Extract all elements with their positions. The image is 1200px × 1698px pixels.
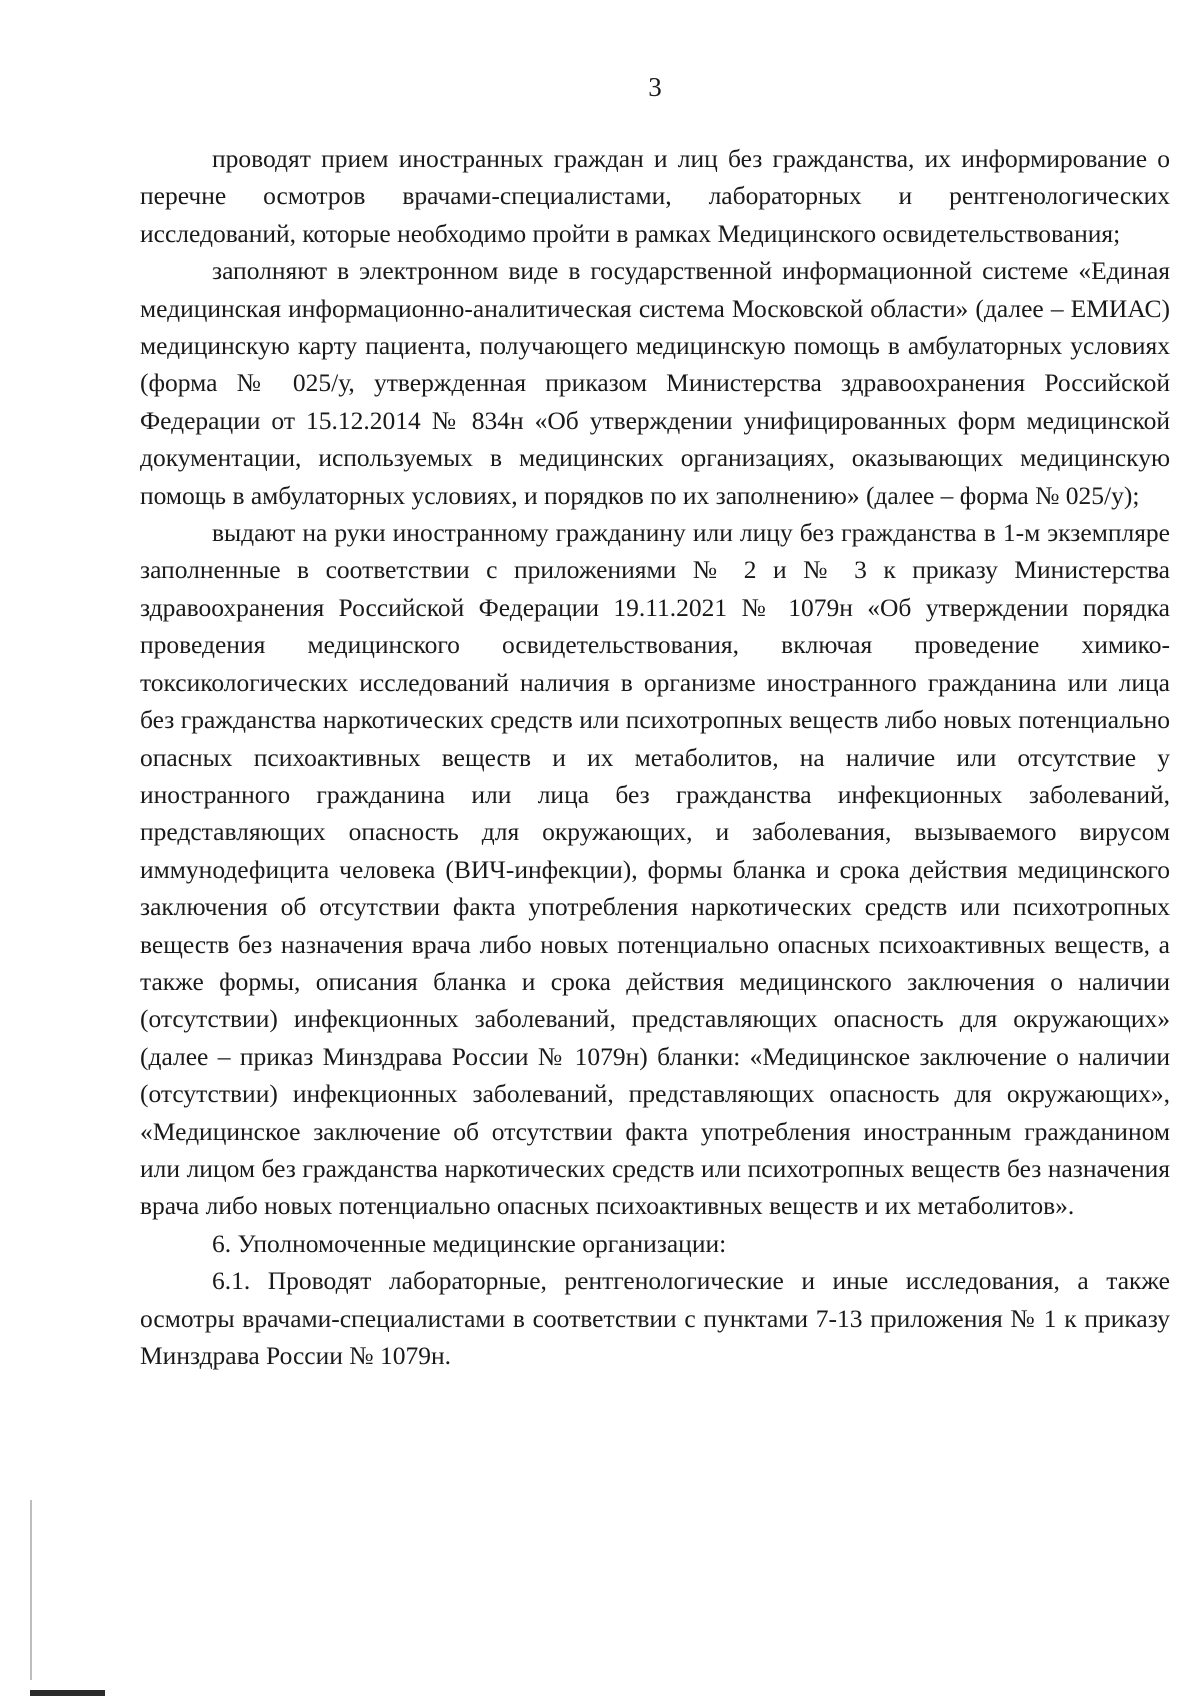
scan-edge-mark — [30, 1690, 105, 1696]
paragraph-section-6-heading: 6. Уполномоченные медицинские организации: — [212, 1228, 727, 1258]
paragraph-emias-card: заполняют в электронном виде в государственной информационной системе «Единая медицинская информационно-аналитическая система Московской области» (далее – ЕМИАС) медицинскую карту пациента, получающего медицинскую помощь в амбулаторных условиях (форма № 025/у, утвержденная приказом Министерства здравоохранения Российской Федерации от 15.12.2014 № 834н «Об утверждении унифицированных форм медицинской документации, используемых в медицинских организациях, оказывающих медицинскую помощь в амбулаторных условиях, и порядков по их заполнению» (далее – форма № 025/у); — [140, 256, 1170, 510]
paragraph-issue-forms: выдают на руки иностранному гражданину или лицу без гражданства в 1-м экземпляре заполненные в соответствии с приложениями № 2 и № 3 к приказу Министерства здравоохранения Российской Федерации 19.11.2021 № 1079н «Об утверждении порядка проведения медицинского освидетельствования, включая проведение химико-токсикологических исследований наличия в организме иностранного гражданина или лица без гражданства наркотических средств или психотропных веществ либо новых потенциально опасных психоактивных веществ и их метаболитов, на наличие или отсутствие у иностранного гражданина или лица без гражданства инфекционных заболеваний, представляющих опасность для окружающих, и заболевания, вызываемого вирусом иммунодефицита человека (ВИЧ-инфекции), формы бланка и срока действия медицинского заключения об отсутствии факта употребления наркотических средств или психотропных веществ без назначения врача либо новых потенциально опасных психоактивных веществ, а также формы, описания бланка и срока действия медицинского заключения о наличии (отсутствии) инфекционных заболеваний, представляющих опасность для окружающих» (далее – приказ Минздрава России № 1079н) бланки: «Медицинское заключение о наличии (отсутствии) инфекционных заболеваний, представляющих опасность для окружающих», «Медицинское заключение об отсутствии факта употребления иностранным гражданином или лицом без гражданства наркотических средств или психотропных веществ без назначения врача либо новых потенциально опасных психоактивных веществ и их метаболитов». — [140, 518, 1170, 1221]
scan-edge-line — [30, 1500, 32, 1680]
paragraph-reception: проводят прием иностранных граждан и лиц без гражданства, их информирование о перечне осмотров врачами-специалистами, лабораторных и рентгенологических исследований, которые необходимо пройти в рамках Медицинского освидетельствования; — [140, 144, 1170, 248]
paragraph-section-6-1: 6.1. Проводят лабораторные, рентгенологические и иные исследования, а также осмотры врачами-специалистами в соответствии с пунктами 7-13 приложения № 1 к приказу Минздрава России № 1079н. — [140, 1266, 1170, 1370]
document-body — [140, 140, 1170, 1374]
page-number: 3 — [648, 72, 662, 102]
